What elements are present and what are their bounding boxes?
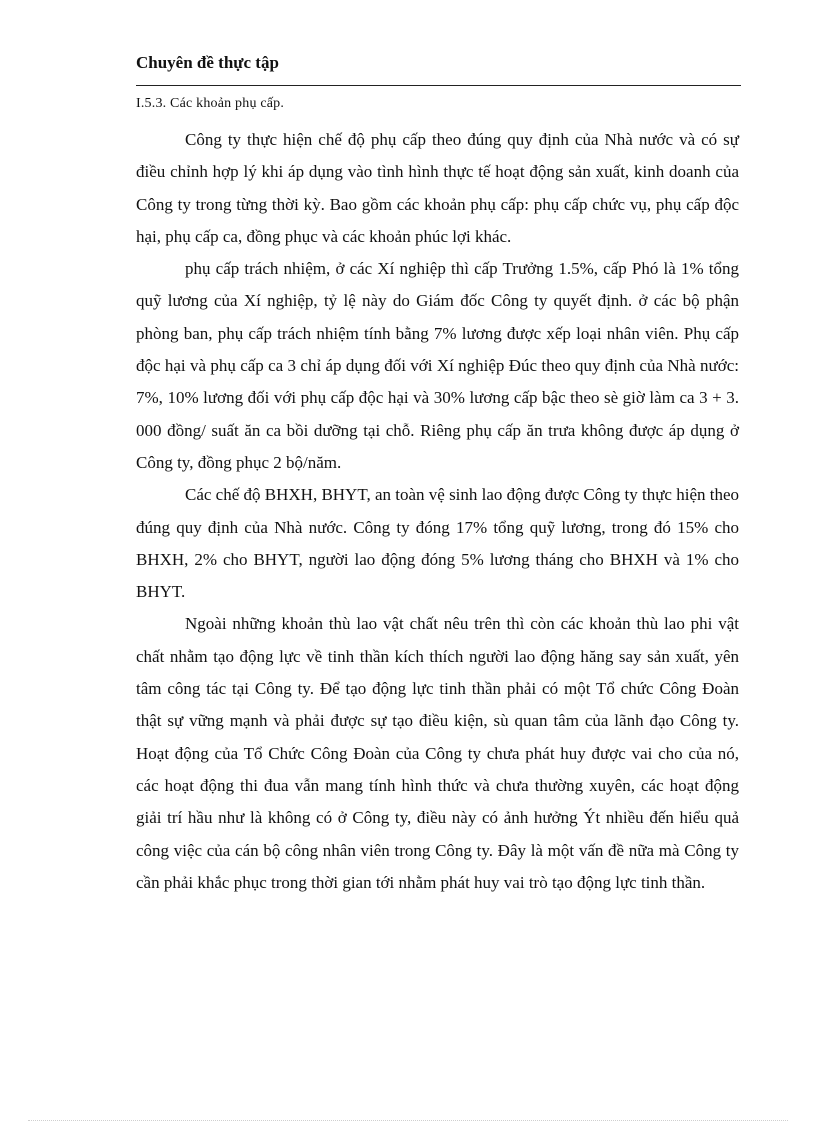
page-bottom-border [28, 1120, 788, 1121]
page-header [136, 52, 741, 74]
document-body [136, 94, 739, 899]
document-header-title: Chuyên đề thực tập [136, 53, 279, 72]
body-paragraph: phụ cấp trách nhiệm, ở các Xí nghiệp thì cấp Trưởng 1.5%, cấp Phó là 1% tổng quỹ lương của Xí nghiệp, tỷ lệ này do Giám đốc Công ty quyết định. ở các bộ phận phòng ban, phụ cấp trách nhiệm tính bằng 7% lương được xếp loại nhân viên. Phụ cấp độc hại và phụ cấp ca 3 chỉ áp dụng đối với Xí nghiệp Đúc theo quy định của Nhà nước: 7%, 10% lương đối với phụ cấp độc hại và 30% lương cấp bậc theo sè giờ làm ca 3 + 3. 000 đồng/ suất ăn ca bồi dưỡng tại chỗ. Riêng phụ cấp ăn trưa không được áp dụng ở Công ty, đồng phục 2 bộ/năm. [136, 259, 739, 472]
section-heading: I.5.3. Các khoản phụ cấp. [136, 96, 285, 111]
body-paragraph: Các chế độ BHXH, BHYT, an toàn vệ sinh lao động được Công ty thực hiện theo đúng quy định của Nhà nước. Công ty đóng 17% tổng quỹ lương, trong đó 15% cho BHXH, 2% cho BHYT, người lao động đóng 5% lương tháng cho BHXH và 1% cho BHYT. [136, 485, 740, 602]
header-divider [136, 85, 741, 86]
body-paragraph: Công ty thực hiện chế độ phụ cấp theo đúng quy định của Nhà nước và có sự điều chỉnh hợp lý khi áp dụng vào tình hình thực tế hoạt động sản xuất, kinh doanh của Công ty trong từng thời kỳ. Bao gồm các khoản phụ cấp: phụ cấp chức vụ, phụ cấp độc hại, phụ cấp ca, đồng phục và các khoản phúc lợi khác. [136, 130, 739, 246]
body-paragraph: Ngoài những khoản thù lao vật chất nêu trên thì còn các khoản thù lao phi vật chất nhằm tạo động lực về tinh thần kích thích người lao động hăng say sản xuất, yên tâm công tác tại Công ty. Để tạo động lực tinh thần phải có một Tổ chức Công Đoàn thật sự vững mạnh và phải được sự tạo điều kiện, sù quan tâm của lãnh đạo Công ty. Hoạt động của Tổ Chức Công Đoàn của Công ty chưa phát huy được vai cho của nó, các hoạt động thi đua vẫn mang tính hình thức và chưa thường xuyên, các hoạt động giải trí hầu như là không có ở Công ty, điều này có ảnh hưởng Ýt nhiều đến hiểu quả công việc của cán bộ công nhân viên trong Công ty. Đây là một vấn đề nữa mà Công ty cần phải khắc phục trong thời gian tới nhằm phát huy vai trò tạo động lực tinh thần. [136, 614, 739, 892]
